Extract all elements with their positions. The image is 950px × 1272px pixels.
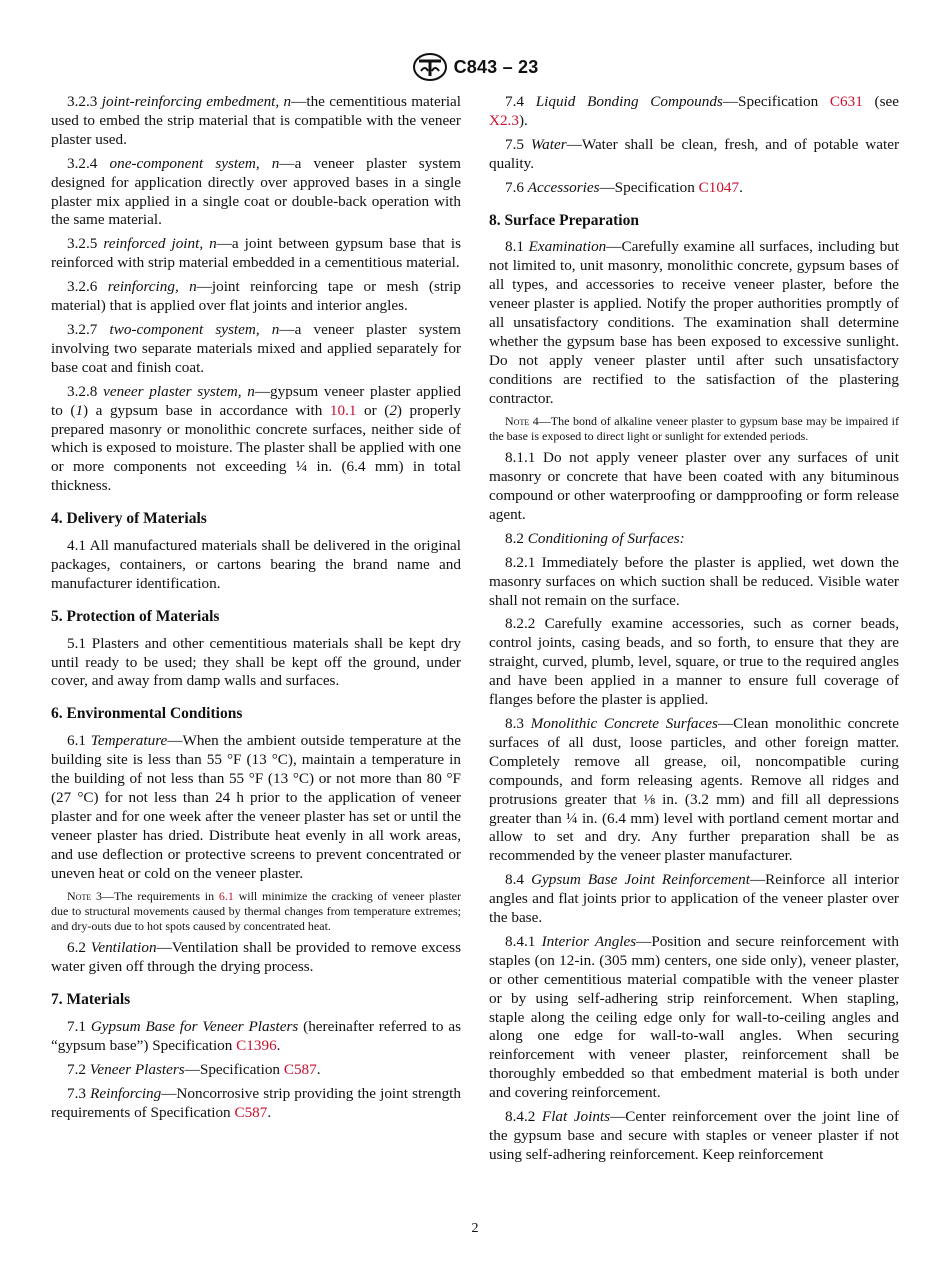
paragraph-8-2-1: 8.2.1 Immediately before the plaster is applied, wet down the masonry surfaces on which suction shall be reduced. Visible water shall not remain on the surface.	[489, 553, 899, 609]
section-heading-8: 8. Surface Preparation	[489, 211, 639, 229]
paragraph-8-2-2: 8.2.2 Carefully examine accessories, such as corner beads, control joints, casing beads, and so forth, to ensure that they are straight, curved, plumb, level, square, or true to the required angles and have been applied in a manner to ensure full coverage of flanges before the plaster is applied.	[489, 615, 899, 709]
paragraph-4-1: 4.1 All manufactured materials shall be delivered in the original packages, containers, or cartons bearing the brand name and manufacturer identification.	[51, 537, 461, 592]
paragraph-3-2-3: 3.2.3 joint-reinforcing embedment, n—the cementitious material used to embed the strip material that is compatible with the veneer plaster used.	[51, 93, 461, 148]
paragraph-6-1: 6.1 Temperature—When the ambient outside temperature at the building site is less than 55 °F (13 °C), maintain a temperature in the building of not less than 55 °F (13 °C) or not more than 80 °F (27 °C) for not less than 24 h prior to the application of veneer plaster and for one week after the veneer plaster has set or until the veneer plaster has dried. Distribute heat evenly in all work areas, and use deflection or protective screens to prevent concentrated or uneven heat or cold on the veneer plaster.	[51, 732, 461, 882]
paragraph-8-4: 8.4 Gypsum Base Joint Reinforcement—Reinforce all interior angles and flat joints prior to application of the veneer plaster over the base.	[489, 871, 899, 927]
note-4: Note 4—The bond of alkaline veneer plaster to gypsum base may be impaired if the base is exposed to direct light or sunlight for extended periods.	[489, 413, 899, 443]
section-heading-6: 6. Environmental Conditions	[51, 705, 243, 723]
note-3: Note 3—The requirements in 6.1 will minimize the cracking of veneer plaster due to structural movements caused by thermal changes from temperature extremes; and dry-outs due to hot spots caused by concentrated heat.	[51, 888, 461, 934]
link-section-6-1[interactable]: 6.1	[218, 888, 234, 903]
paragraph-7-2: 7.2 Veneer Plasters—Specification C587.	[67, 1060, 321, 1078]
paragraph-7-4: 7.4 Liquid Bonding Compounds—Specification C631 (see X2.3).	[489, 93, 899, 129]
paragraph-8-1: 8.1 Examination—Carefully examine all surfaces, including but not limited to, unit masonry, monolithic concrete, gypsum bases of all types, and accessories to receive veneer plaster, before the veneer plaster is applied. Notify the proper authorities promptly of all unsatisfactory conditions. The examination shall determine whether the gypsum base has been exposed to excessive sunlight. Do not apply veneer plaster until after such unsatisfactory conditions are rectified to the satisfaction of the plastering contractor.	[489, 238, 899, 407]
paragraph-3-2-8: 3.2.8 veneer plaster system, n—gypsum veneer plaster applied to (1) a gypsum base in accordance with 10.1 or (2) properly prepared masonry or monolithic concrete surfaces, neither side of which is exposed to moisture. The plaster shall be applied with one or more components not exceeding ¼ in. (6.4 mm) in total thickness.	[51, 382, 461, 495]
page-header	[0, 52, 950, 82]
section-heading-4: 4. Delivery of Materials	[51, 510, 207, 528]
link-section-10-1[interactable]: 10.1	[329, 401, 357, 419]
page-number: 2	[471, 1221, 479, 1236]
astm-logo-icon	[412, 52, 448, 82]
paragraph-8-3: 8.3 Monolithic Concrete Surfaces—Clean monolithic concrete surfaces of all dust, loose particles, and other foreign matter. Completely remove all grease, oil, noncompatible curing compounds, and form releasing agents. Remove all ridges and protrusions greater that ⅛ in. (3.2 mm) and fill all depressions greater than ¼ in. (6.4 mm) level with portland cement mortar and allow to set and dry. Any further preparation shall be as recommended by the veneer plaster manufacturer.	[489, 714, 899, 865]
left-column	[51, 93, 461, 1128]
paragraph-3-2-4: 3.2.4 one-component system, n—a veneer plaster system designed for application directly over approved bases in a single plaster mix applied in a single coat or double-back operation with the same material.	[51, 154, 461, 229]
link-c1047[interactable]: C1047	[698, 178, 740, 196]
paragraph-7-3: 7.3 Reinforcing—Noncorrosive strip providing the joint strength requirements of Specification C587.	[51, 1084, 461, 1121]
paragraph-7-6: 7.6 Accessories—Specification C1047.	[505, 178, 743, 196]
link-c631[interactable]: C631	[829, 93, 863, 110]
paragraph-8-1-1: 8.1.1 Do not apply veneer plaster over any surfaces of unit masonry or concrete that have been coated with any bituminous compound or other waterproofing or dampproofing or form release agent.	[489, 449, 899, 523]
link-c587[interactable]: C587	[283, 1060, 317, 1078]
document-id: C843 – 23	[453, 56, 539, 77]
link-c1396[interactable]: C1396	[236, 1037, 277, 1055]
paragraph-5-1: 5.1 Plasters and other cementitious materials shall be kept dry until ready to be used; they shall be kept off the ground, under cover, and away from damp walls and surfaces.	[51, 634, 461, 690]
paragraph-8-2: 8.2 Conditioning of Surfaces:	[505, 529, 685, 547]
paragraph-3-2-5: 3.2.5 reinforced joint, n—a joint between gypsum base that is reinforced with strip material embedded in a cementitious material.	[51, 235, 462, 272]
paragraph-8-4-1: 8.4.1 Interior Angles—Position and secure reinforcement with staples (on 12-in. (305 mm) centers, one side only), veneer plaster, or other cementitious material compatible with the veneer plaster or by using self-adhering strip reinforcement. When stapling, staple along the ceiling edge only for wall-to-ceiling angles and along one edge for wall-to-wall angles. When securing reinforcement with veneer plaster, reinforcement shall be thoroughly embedded so that embedment material is both under and covering reinforcement.	[489, 932, 899, 1102]
section-heading-7: 7. Materials	[51, 991, 131, 1009]
paragraph-7-5: 7.5 Water—Water shall be clean, fresh, and of potable water quality.	[489, 135, 900, 172]
section-heading-5: 5. Protection of Materials	[51, 607, 220, 625]
paragraph-6-2: 6.2 Ventilation—Ventilation shall be provided to remove excess water given off through the drying process.	[51, 939, 461, 976]
link-x2-3[interactable]: X2.3	[489, 111, 519, 129]
link-c587[interactable]: C587	[234, 1103, 268, 1121]
right-column	[489, 93, 899, 1170]
paragraph-3-2-7: 3.2.7 two-component system, n—a veneer plaster system involving two separate materials mixed and applied separately for base coat and finish coat.	[51, 320, 461, 376]
paragraph-3-2-6: 3.2.6 reinforcing, n—joint reinforcing tape or mesh (strip material) that is applied over flat joints and interior angles.	[51, 278, 461, 315]
paragraph-8-4-2: 8.4.2 Flat Joints—Center reinforcement over the joint line of the gypsum base and secure with staples or veneer plaster if not using self-adhering reinforcement. Keep reinforcement	[489, 1108, 899, 1163]
paragraph-7-1: 7.1 Gypsum Base for Veneer Plasters (hereinafter referred to as “gypsum base”) Specification C1396.	[51, 1018, 461, 1055]
